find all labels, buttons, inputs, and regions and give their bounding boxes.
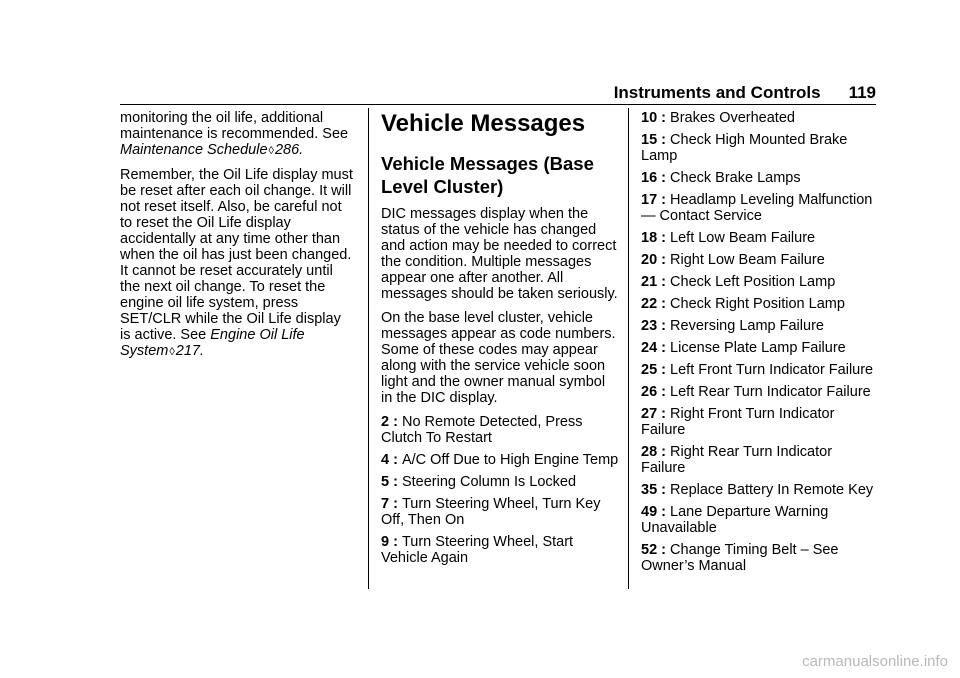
column-divider-1: [368, 108, 369, 589]
heading-base-level-cluster: Vehicle Messages (Base Level Cluster): [381, 153, 594, 197]
message-text: Check Left Position Lamp: [670, 274, 836, 290]
message-code: 18: [641, 230, 658, 246]
message-text: Turn Steering Wheel, Turn Key Off, Then On: [381, 496, 601, 528]
message-item: 23 : Reversing Lamp Failure: [641, 318, 824, 334]
message-item: 35 : Replace Battery In Remote Key: [641, 482, 874, 498]
paragraph: DIC messages display when the status of the vehicle has changed and action may be needed to correct the condition. Multiple messages appear one after another. All messages should be taken seriously.: [381, 206, 618, 302]
message-code: 10: [641, 110, 658, 126]
message-code: 28: [641, 444, 658, 460]
message-text: Reversing Lamp Failure: [670, 318, 824, 334]
message-text: Change Timing Belt – See Owner’s Manual: [641, 542, 839, 574]
message-text: Headlamp Leveling Malfunction — Contact Service: [641, 192, 873, 224]
message-text: Check Right Position Lamp: [670, 296, 845, 312]
message-item: 27 : Right Front Turn Indicator Failure: [641, 406, 835, 438]
message-item: 21 : Check Left Position Lamp: [641, 274, 836, 290]
cross-reference-link[interactable]: Maintenance Schedule: [120, 142, 268, 158]
message-item: 25 : Left Front Turn Indicator Failure: [641, 362, 874, 378]
message-code: 17: [641, 192, 658, 208]
message-text: Check High Mounted Brake Lamp: [641, 132, 848, 164]
message-item: 26 : Left Rear Turn Indicator Failure: [641, 384, 871, 400]
message-text: Turn Steering Wheel, Start Vehicle Again: [381, 534, 574, 566]
page-header: [120, 82, 876, 104]
message-code: 26: [641, 384, 658, 400]
message-text: Left Rear Turn Indicator Failure: [670, 384, 871, 400]
watermark: carmanualsonline.info: [802, 653, 948, 670]
message-list: [641, 110, 879, 574]
message-item: 15 : Check High Mounted Brake Lamp: [641, 132, 848, 164]
message-text: License Plate Lamp Failure: [670, 340, 846, 356]
message-item: 52 : Change Timing Belt – See Owner’s Manual: [641, 542, 839, 574]
message-text: No Remote Detected, Press Clutch To Restart: [381, 414, 583, 446]
message-item: 28 : Right Rear Turn Indicator Failure: [641, 444, 833, 476]
message-code: 21: [641, 274, 658, 290]
message-text: Right Rear Turn Indicator Failure: [641, 444, 833, 476]
page-ref-icon: ◊: [268, 145, 274, 157]
header-rule: [120, 104, 876, 105]
message-code: 22: [641, 296, 658, 312]
column-1: [120, 110, 354, 368]
message-code: 2: [381, 414, 390, 430]
message-text: Brakes Overheated: [670, 110, 795, 126]
paragraph: monitoring the oil life, additional maintenance is recommended. See Maintenance Schedule◊286.: [120, 110, 349, 158]
page-ref[interactable]: 286: [274, 142, 300, 158]
message-text: Left Low Beam Failure: [670, 230, 816, 246]
message-item: 4 : A/C Off Due to High Engine Temp: [381, 452, 619, 468]
paragraph: Remember, the Oil Life display must be reset after each oil change. It will not reset itself. Also, be careful not to reset the Oil Life display accidentally at any time other than when the oil has just been changed. It cannot be reset accurately until the next oil change. To reset the engine oil life system, press SET/CLR while the Oil Life display is active. See Engine Oil Life System◊217.: [120, 167, 353, 359]
message-item: 18 : Left Low Beam Failure: [641, 230, 816, 246]
message-text: Lane Departure Warning Unavailable: [641, 504, 829, 536]
message-code: 5: [381, 474, 390, 490]
message-code: 20: [641, 252, 658, 268]
message-code: 23: [641, 318, 658, 334]
message-code: 35: [641, 482, 658, 498]
message-item: 24 : License Plate Lamp Failure: [641, 340, 846, 356]
message-item: 22 : Check Right Position Lamp: [641, 296, 845, 312]
message-code: 9: [381, 534, 390, 550]
message-text: Right Front Turn Indicator Failure: [641, 406, 835, 438]
column-3: [641, 110, 879, 580]
message-item: 17 : Headlamp Leveling Malfunction — Contact Service: [641, 192, 873, 224]
message-item: 2 : No Remote Detected, Press Clutch To Restart: [381, 414, 583, 446]
message-code: 24: [641, 340, 658, 356]
message-code: 52: [641, 542, 658, 558]
message-code: 16: [641, 170, 658, 186]
message-text: Steering Column Is Locked: [401, 474, 577, 490]
message-item: 9 : Turn Steering Wheel, Start Vehicle Again: [381, 534, 574, 566]
message-code: 49: [641, 504, 658, 520]
page-number: 119: [848, 83, 876, 102]
message-item: 20 : Right Low Beam Failure: [641, 252, 825, 268]
paragraph: On the base level cluster, vehicle messages appear as code numbers. Some of these codes may appear along with the service vehicle soon light and the owner manual symbol in the DIC display.: [381, 310, 616, 406]
column-divider-2: [628, 108, 629, 589]
message-item: 49 : Lane Departure Warning Unavailable: [641, 504, 829, 536]
message-code: 25: [641, 362, 658, 378]
message-text: Replace Battery In Remote Key: [670, 482, 874, 498]
column-2: [381, 110, 619, 572]
page-ref[interactable]: 217: [175, 343, 200, 359]
message-list: [381, 414, 619, 566]
section-title: Instruments and Controls: [613, 83, 821, 102]
message-item: 10 : Brakes Overheated: [641, 110, 795, 126]
message-code: 7: [381, 496, 390, 512]
cross-reference-link[interactable]: Engine Oil Life System: [120, 327, 305, 359]
message-item: 16 : Check Brake Lamps: [641, 170, 801, 186]
message-code: 27: [641, 406, 658, 422]
message-text: A/C Off Due to High Engine Temp: [401, 452, 619, 468]
message-text: Right Low Beam Failure: [670, 252, 825, 268]
message-code: 4: [381, 452, 390, 468]
message-text: Check Brake Lamps: [670, 170, 801, 186]
message-item: 5 : Steering Column Is Locked: [381, 474, 577, 490]
heading-vehicle-messages: Vehicle Messages: [381, 110, 586, 137]
message-item: 7 : Turn Steering Wheel, Turn Key Off, Then On: [381, 496, 601, 528]
page-ref-icon: ◊: [169, 346, 175, 358]
message-text: Left Front Turn Indicator Failure: [670, 362, 874, 378]
message-code: 15: [641, 132, 658, 148]
